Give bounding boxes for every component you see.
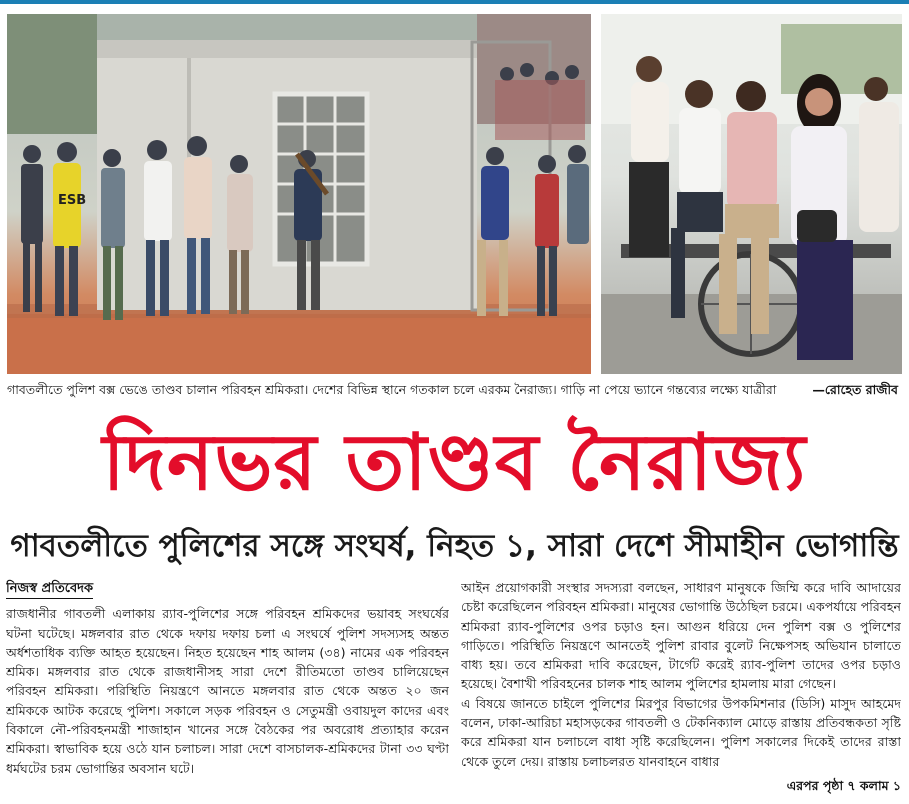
article-column-left	[6, 578, 449, 800]
van-passengers-illustration	[601, 14, 902, 374]
photo-credit: —রোহেত রাজীব	[812, 382, 898, 397]
article-column-right	[461, 578, 901, 800]
protest-scene-illustration	[7, 14, 591, 374]
shirt-print-text: ESB	[58, 193, 87, 208]
article-paragraph: এ বিষয়ে জানতে চাইলে পুলিশের মিরপুর বিভাগের উপকমিশনার (ডিসি) মাসুদ আহমেদ বলেন, ঢাকা-আরিচা মহাসড়কের গাবতলী ও টেকনিক্যাল মোড়ে রাস্তায় প্রতিবন্ধকতা সৃষ্টি করে শ্রমিকরা যান চলাচলে বাধা সৃষ্টি করেছিলেন। পুলিশ সকালের দিকেই তাদের রাস্তা থেকে তুলে দেয়। রাস্তায় চলাচলরত যানবাহনে বাধার	[461, 695, 901, 769]
headline: দিনভর তাণ্ডব নৈরাজ্য	[102, 418, 807, 508]
byline: নিজস্ব প্রতিবেদক	[6, 579, 93, 599]
photo-caption	[7, 380, 902, 400]
news-photo-left	[7, 14, 591, 374]
subheadline: গাবতলীতে পুলিশের সঙ্গে সংঘর্ষ, নিহত ১, সারা দেশে সীমাহীন ভোগান্তি	[10, 528, 899, 564]
caption-text: গাবতলীতে পুলিশ বক্স ভেঙে তাণ্ডব চালান পরিবহন শ্রমিকরা। দেশের বিভিন্ন স্থানে গতকাল চলে এরকম নৈরাজ্য। গাড়ি না পেয়ে ভ্যানে গন্তব্যের লক্ষ্যে যাত্রীরা	[7, 382, 777, 397]
article-paragraph: আইন প্রয়োগকারী সংস্থার সদস্যরা বলছেন, সাধারণ মানুষকে জিম্মি করে দাবি আদায়ের চেষ্টা করেছিলেন পরিবহন শ্রমিকরা। মানুষের ভোগান্তি উঠেছিল চরমে। একপর্যায়ে পরিবহন শ্রমিকরা র‌্যাব-পুলিশের ওপর চড়াও হন। আগুন ধরিয়ে দেন পুলিশ বক্স ও পুলিশের গাড়িতে। পরিস্থিতি নিয়ন্ত্রণে আনতেই পুলিশ রাবার বুলেট নিক্ষেপসহ অভিযান চালাতে বাধ্য হয়। তবে শ্রমিকরা দাবি করেছেন, টার্গেট করেই র‌্যাব-পুলিশ তাদের ওপর চড়াও হয়েছে। বৈশাখী পরিবহনের চালক শাহ আলম পুলিশের হামলায় মারা গেছেন।	[461, 580, 901, 692]
page-top-rule	[0, 0, 909, 4]
continued-reference: এরপর পৃষ্ঠা ৭ কলাম ১	[781, 778, 901, 798]
article-paragraph: রাজধানীর গাবতলী এলাকায় র‌্যাব-পুলিশের সঙ্গে পরিবহন শ্রমিকদের ভয়াবহ সংঘর্ষের ঘটনা ঘটেছে। মঙ্গলবার রাত থেকে দফায় দফায় চলা এ সংঘর্ষে পুলিশ সদস্যসহ অন্তত অর্ধশতাধিক ব্যক্তি আহত হয়েছেন। নিহত হয়েছেন শাহ আলম (৩৪) নামের এক পরিবহন শ্রমিক। মঙ্গলবার রাত থেকে রাজধানীসহ সারা দেশে রীতিমতো তাণ্ডব চালিয়েছেন পরিবহন শ্রমিকরা। পরিস্থিতি নিয়ন্ত্রণে আনতে মঙ্গলবার রাত থেকে অন্তত ২০ জন শ্রমিককে আটক করেছে পুলিশ। সকালে সড়ক পরিবহন ও সেতুমন্ত্রী ওবায়দুল কাদের এবং বিকালে নৌ-পরিবহনমন্ত্রী শাজাহান খানের সঙ্গে বৈঠকের পর অবরোধ প্রত্যাহার করেন শ্রমিকরা। স্বাভাবিক হয়ে ওঠে যান চলাচল। সারা দেশে বাসচালক-শ্রমিকদের টানা ৩৩ ঘণ্টা ধর্মঘটের চরম ভোগান্তির অবসান ঘটে।	[6, 606, 449, 776]
news-photo-right	[601, 14, 902, 374]
